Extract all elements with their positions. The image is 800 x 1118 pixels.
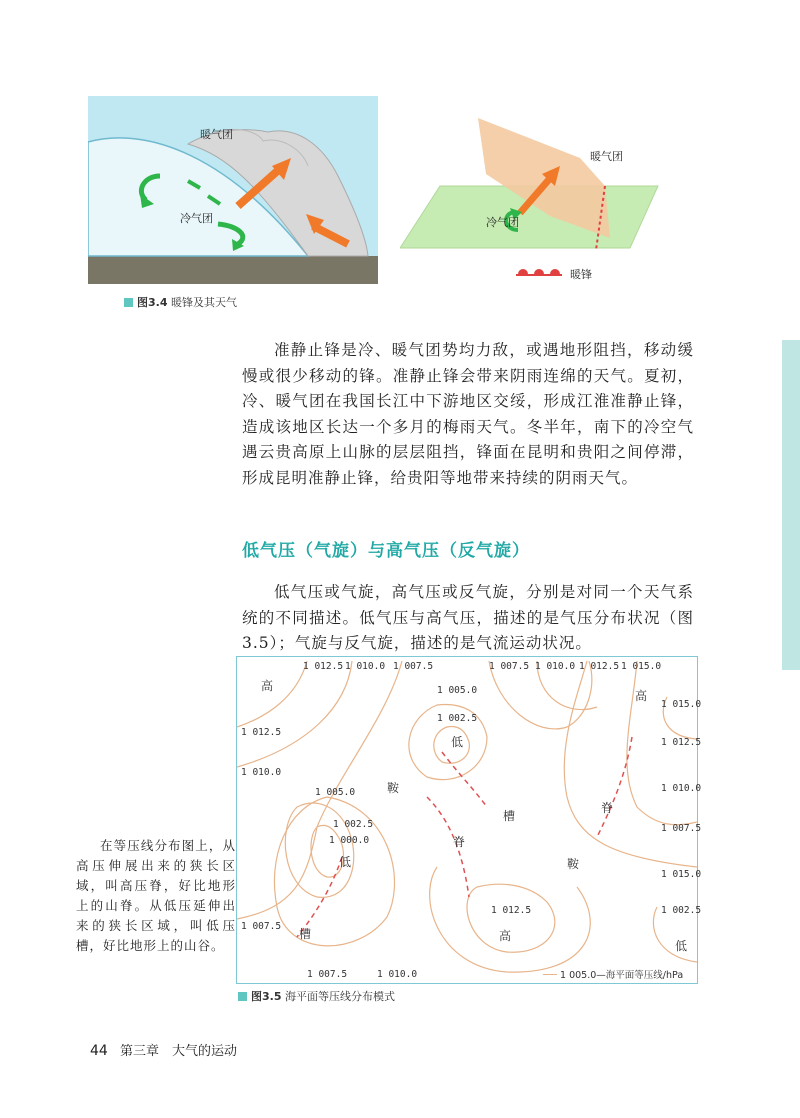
low-label-2: 低 xyxy=(339,855,352,869)
isobar-top-label-7: 1 015.0 xyxy=(621,661,662,672)
isobar-left-label-3: 1 007.5 xyxy=(241,921,282,932)
isobar-bottom-label-2: 1 010.0 xyxy=(377,969,418,980)
cold-air-label-3d: 冷气团 xyxy=(486,216,519,229)
isobar-top-label-6: 1 012.5 xyxy=(579,661,620,672)
isobar-right-label-3: 1 010.0 xyxy=(661,783,702,794)
isobar-top-label-3: 1 007.5 xyxy=(393,661,434,672)
low-label-1: 低 xyxy=(451,735,464,749)
figure-3-4-caption: 图3.4 暖锋及其天气 xyxy=(124,294,237,310)
isobar-left-label-1: 1 012.5 xyxy=(241,727,282,738)
warm-front-cross-section xyxy=(88,96,378,284)
figure-3-5-caption: 图3.5 海平面等压线分布模式 xyxy=(238,988,395,1004)
isobar-inner-label-2: 1 002.5 xyxy=(437,713,478,724)
isobar-left-label-2: 1 010.0 xyxy=(241,767,282,778)
isobar-right-label-4: 1 007.5 xyxy=(661,823,702,834)
margin-tab xyxy=(782,340,800,670)
ridge-label-2: 脊 xyxy=(601,801,614,815)
isobar-inner-label-4: 1 002.5 xyxy=(333,819,374,830)
margin-note: 在等压线分布图上，从高压伸展出来的狭长区域，叫高压脊，好比地形上的山脊。从低压延伸出来的狭长区域，叫低压槽，好比地形上的山谷。 xyxy=(76,838,236,953)
isobar-right-label-6: 1 002.5 xyxy=(661,905,702,916)
warm-front-legend-label: 暖锋 xyxy=(570,268,592,281)
warm-air-label: 暖气团 xyxy=(200,128,233,141)
chapter-title: 第三章 大气的运动 xyxy=(119,1044,237,1059)
isobar-right-label-2: 1 012.5 xyxy=(661,737,702,748)
isobar-right-label-1: 1 015.0 xyxy=(661,699,702,710)
high-label-2: 高 xyxy=(635,689,648,703)
isobar-top-label-2: 1 010.0 xyxy=(345,661,386,672)
ridge-label-1: 脊 xyxy=(453,835,466,849)
isobar-inner-label-1: 1 005.0 xyxy=(437,685,478,696)
isobar-top-label-5: 1 010.0 xyxy=(535,661,576,672)
isobar-map xyxy=(236,656,702,984)
page-number: 44 xyxy=(90,1043,108,1059)
isobar-top-label-4: 1 007.5 xyxy=(489,661,530,672)
warm-front-3d-diagram xyxy=(400,118,660,286)
high-label-1: 高 xyxy=(261,679,274,693)
section-heading: 低气压（气旋）与高气压（反气旋） xyxy=(242,541,530,561)
isobar-inner-label-5: 1 000.0 xyxy=(329,835,370,846)
caption-marker-icon xyxy=(238,992,247,1001)
saddle-label-2: 鞍 xyxy=(567,857,580,871)
saddle-label-1: 鞍 xyxy=(387,781,400,795)
paragraph-stationary-front: 准静止锋是冷、暖气团势均力敌，或遇地形阻挡，移动缓慢或很少移动的锋。准静止锋会带来阴雨连绵的天气。夏初，冷、暖气团在我国长江中下游地区交绥，形成江淮准静止锋，造成该地区长达一个多月的梅雨天气。冬半年，南下的冷空气遇云贵高原上山脉的层层阻挡，锋面在昆明和贵阳之间停滞，形成昆明准静止锋，给贵阳等地带来持续的阴雨天气。 xyxy=(242,341,694,487)
warm-air-label-3d: 暖气团 xyxy=(590,150,623,163)
low-label-3: 低 xyxy=(675,939,688,953)
high-label-3: 高 xyxy=(499,929,512,943)
isobar-inner-label-3: 1 005.0 xyxy=(315,787,356,798)
paragraph-cyclone: 低气压或气旋，高气压或反气旋，分别是对同一个天气系统的不同描述。低气压与高气压，描述的是气压分布状况（图3.5）；气旋与反气旋，描述的是气流运动状况。 xyxy=(242,583,694,652)
isobar-legend: 1 005.0—海平面等压线/hPa xyxy=(543,967,683,981)
trough-label-1: 槽 xyxy=(503,809,516,823)
isobar-right-label-5: 1 015.0 xyxy=(661,869,702,880)
caption-marker-icon xyxy=(124,298,133,307)
isobar-inner-label-6: 1 012.5 xyxy=(491,905,532,916)
isobar-top-label-1: 1 012.5 xyxy=(303,661,344,672)
page-footer xyxy=(90,1040,237,1059)
isobar-bottom-label-1: 1 007.5 xyxy=(307,969,348,980)
trough-label-2: 槽 xyxy=(299,927,312,941)
cold-air-label: 冷气团 xyxy=(180,212,213,225)
